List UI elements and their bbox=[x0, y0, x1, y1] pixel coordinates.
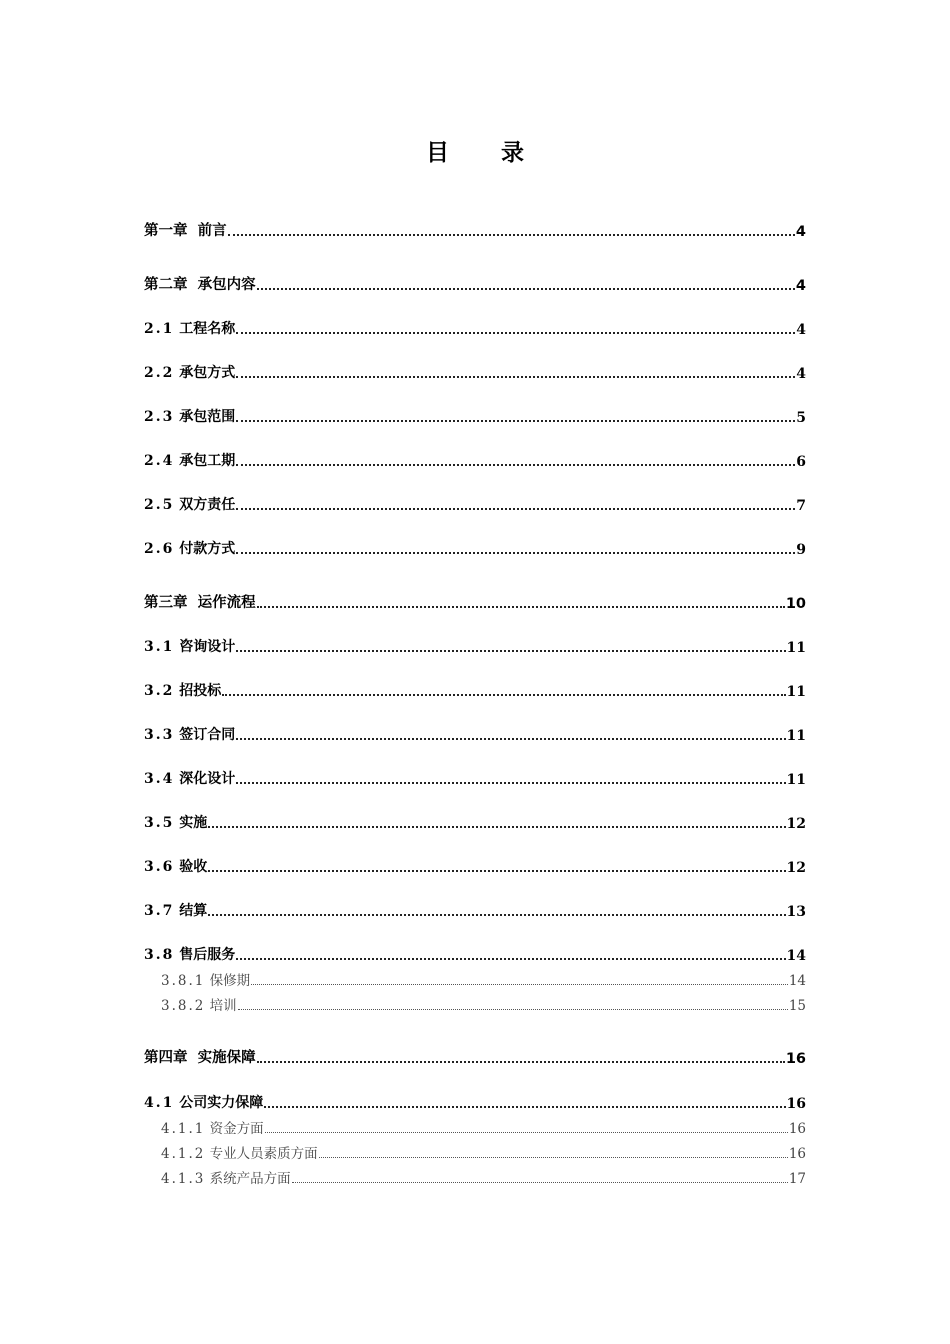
toc-entry-number: 4.1.3 bbox=[161, 1171, 206, 1187]
toc-entry-title: 深化设计 bbox=[179, 771, 236, 787]
toc-entry-page-number: 10 bbox=[785, 596, 806, 612]
dot-leader bbox=[292, 1182, 788, 1183]
toc-entry-title: 培训 bbox=[209, 998, 237, 1014]
toc-entry-page-number: 17 bbox=[788, 1171, 806, 1187]
toc-entry[interactable] bbox=[144, 1140, 806, 1162]
toc-entry-label bbox=[144, 856, 207, 876]
toc-entry[interactable] bbox=[144, 272, 806, 294]
toc-entry[interactable] bbox=[144, 590, 806, 612]
toc-entry-number: 3.3 bbox=[144, 727, 175, 743]
toc-entry-page-number: 16 bbox=[786, 1096, 806, 1112]
toc-entry-page-number: 11 bbox=[786, 728, 806, 744]
toc-entry-number: 2.1 bbox=[144, 321, 175, 337]
toc-entry-label bbox=[144, 1092, 263, 1112]
toc-entry-number: 3.8.1 bbox=[161, 973, 206, 989]
toc-entry-title: 专业人员素质方面 bbox=[209, 1146, 318, 1162]
toc-entry[interactable] bbox=[144, 1045, 806, 1067]
toc-entry-label bbox=[144, 680, 221, 700]
toc-entry-page-number: 12 bbox=[786, 860, 806, 876]
toc-entry-title: 公司实力保障 bbox=[179, 1095, 264, 1111]
toc-entry[interactable] bbox=[144, 678, 806, 700]
toc-entry[interactable] bbox=[144, 898, 806, 920]
toc-entry-title: 招投标 bbox=[179, 683, 222, 699]
toc-entry[interactable] bbox=[144, 992, 806, 1014]
toc-entry-number: 3.5 bbox=[144, 815, 175, 831]
toc-entry-title: 双方责任 bbox=[179, 497, 236, 513]
dot-leader bbox=[236, 958, 785, 960]
toc-entry-page-number: 4 bbox=[795, 278, 806, 294]
toc-entry[interactable] bbox=[144, 404, 806, 426]
toc-entry[interactable] bbox=[144, 722, 806, 744]
toc-entry-title: 系统产品方面 bbox=[209, 1171, 291, 1187]
toc-entry-title: 结算 bbox=[179, 903, 208, 919]
toc-entry[interactable] bbox=[144, 634, 806, 656]
toc-entry-page-number: 4 bbox=[796, 322, 806, 338]
toc-entry-page-number: 11 bbox=[786, 684, 806, 700]
dot-leader bbox=[319, 1157, 788, 1158]
toc-entry-title: 工程名称 bbox=[179, 321, 236, 337]
toc-entry-number: 3.8 bbox=[144, 947, 175, 963]
toc-entry-label bbox=[144, 362, 235, 382]
toc-entry-page-number: 16 bbox=[788, 1121, 806, 1137]
dot-leader bbox=[208, 826, 785, 828]
toc-entry-label bbox=[161, 1167, 291, 1187]
toc-entry-label bbox=[161, 1117, 264, 1137]
dot-leader bbox=[208, 870, 785, 872]
toc-entry[interactable] bbox=[144, 1165, 806, 1187]
page-title: 目 录 bbox=[425, 140, 546, 166]
toc-entry[interactable] bbox=[144, 360, 806, 382]
toc-entry-page-number: 4 bbox=[795, 224, 806, 240]
toc-entry-label bbox=[144, 538, 235, 558]
toc-entry-number: 3.8.2 bbox=[161, 998, 206, 1014]
dot-leader bbox=[236, 552, 795, 554]
toc-entry[interactable] bbox=[144, 1090, 806, 1112]
toc-entry-number: 3.7 bbox=[144, 903, 175, 919]
toc-entry-label bbox=[144, 494, 235, 514]
dot-leader bbox=[208, 914, 785, 916]
toc-entry-number: 3.2 bbox=[144, 683, 175, 699]
toc-entry[interactable] bbox=[144, 218, 806, 240]
toc-entry-title: 承包方式 bbox=[179, 365, 236, 381]
toc-entry-label bbox=[144, 900, 207, 920]
toc-entry-page-number: 5 bbox=[796, 410, 806, 426]
toc-entry-number: 3.6 bbox=[144, 859, 175, 875]
dot-leader bbox=[265, 1132, 788, 1133]
toc-entry-number: 3.1 bbox=[144, 639, 175, 655]
dot-leader bbox=[236, 420, 795, 422]
dot-leader bbox=[236, 376, 795, 378]
toc-entry-number: 4.1.2 bbox=[161, 1146, 206, 1162]
dot-leader bbox=[236, 508, 795, 510]
dot-leader bbox=[238, 1009, 788, 1010]
toc-entry-title: 咨询设计 bbox=[179, 639, 236, 655]
toc-entry-page-number: 15 bbox=[788, 998, 806, 1014]
toc-entry-label bbox=[144, 812, 207, 832]
toc-entry-page-number: 11 bbox=[786, 640, 806, 656]
toc-entry-title: 第三章 运作流程 bbox=[144, 595, 256, 611]
toc-entry[interactable] bbox=[144, 854, 806, 876]
toc-entry-label bbox=[144, 636, 235, 656]
toc-entry-label bbox=[144, 273, 256, 294]
dot-leader bbox=[236, 782, 785, 784]
toc-entry[interactable] bbox=[144, 810, 806, 832]
toc-entry-page-number: 7 bbox=[796, 498, 806, 514]
dot-leader bbox=[257, 1061, 785, 1063]
toc-entry-page-number: 14 bbox=[786, 948, 806, 964]
toc-entry-page-number: 4 bbox=[796, 366, 806, 382]
toc-entry-label bbox=[161, 994, 237, 1014]
toc-entry-label bbox=[144, 944, 235, 964]
dot-leader bbox=[222, 694, 785, 696]
toc-entry[interactable] bbox=[144, 1115, 806, 1137]
toc-entry-title: 售后服务 bbox=[179, 947, 236, 963]
toc-entry-label bbox=[144, 768, 235, 788]
toc-entry-page-number: 12 bbox=[786, 816, 806, 832]
toc-entry-label bbox=[144, 406, 235, 426]
toc-entry-page-number: 14 bbox=[788, 973, 806, 989]
toc-entry-title: 签订合同 bbox=[179, 727, 236, 743]
toc-entry-number: 2.3 bbox=[144, 409, 175, 425]
toc-entry-title: 资金方面 bbox=[209, 1121, 264, 1137]
toc-entry-title: 验收 bbox=[179, 859, 208, 875]
dot-leader bbox=[228, 234, 795, 236]
dot-leader bbox=[236, 738, 785, 740]
toc-entry[interactable] bbox=[144, 766, 806, 788]
toc-entry[interactable] bbox=[144, 448, 806, 470]
toc-entry-label bbox=[144, 318, 235, 338]
toc-entry[interactable] bbox=[144, 967, 806, 989]
toc-entry-number: 2.2 bbox=[144, 365, 175, 381]
dot-leader bbox=[264, 1106, 785, 1108]
dot-leader bbox=[257, 288, 795, 290]
toc-entry-number: 4.1.1 bbox=[161, 1121, 206, 1137]
dot-leader bbox=[236, 332, 795, 334]
toc-entry-label bbox=[144, 1046, 256, 1067]
toc-entry-number: 3.4 bbox=[144, 771, 175, 787]
table-of-contents bbox=[144, 0, 806, 1344]
toc-entry-label bbox=[161, 1142, 318, 1162]
dot-leader bbox=[236, 464, 795, 466]
toc-entry[interactable] bbox=[144, 316, 806, 338]
toc-entry-label bbox=[144, 450, 235, 470]
toc-entry-title: 第二章 承包内容 bbox=[144, 277, 256, 293]
toc-entry-title: 承包工期 bbox=[179, 453, 236, 469]
toc-entry-title: 第四章 实施保障 bbox=[144, 1050, 256, 1066]
dot-leader bbox=[236, 650, 785, 652]
toc-entry-title: 付款方式 bbox=[179, 541, 236, 557]
toc-entry-number: 2.5 bbox=[144, 497, 175, 513]
toc-entry-title: 实施 bbox=[179, 815, 208, 831]
toc-entry[interactable] bbox=[144, 536, 806, 558]
toc-entry-page-number: 11 bbox=[786, 772, 806, 788]
toc-entry[interactable] bbox=[144, 492, 806, 514]
toc-entry-page-number: 6 bbox=[796, 454, 806, 470]
toc-entry-number: 4.1 bbox=[144, 1095, 175, 1111]
toc-entry-number: 2.4 bbox=[144, 453, 175, 469]
toc-entry-title: 保修期 bbox=[209, 973, 251, 989]
toc-entry-label bbox=[161, 969, 250, 989]
toc-entry-title: 第一章 前言 bbox=[144, 223, 227, 239]
dot-leader bbox=[257, 606, 785, 608]
toc-entry-page-number: 16 bbox=[785, 1051, 806, 1067]
toc-entry-label bbox=[144, 219, 227, 240]
toc-entry-page-number: 9 bbox=[796, 542, 806, 558]
toc-entry-label bbox=[144, 724, 235, 744]
toc-entry-page-number: 16 bbox=[788, 1146, 806, 1162]
toc-entry-label bbox=[144, 591, 256, 612]
toc-entry[interactable] bbox=[144, 942, 806, 964]
toc-entry-page-number: 13 bbox=[786, 904, 806, 920]
dot-leader bbox=[251, 984, 788, 985]
toc-entry-number: 2.6 bbox=[144, 541, 175, 557]
toc-entry-title: 承包范围 bbox=[179, 409, 236, 425]
